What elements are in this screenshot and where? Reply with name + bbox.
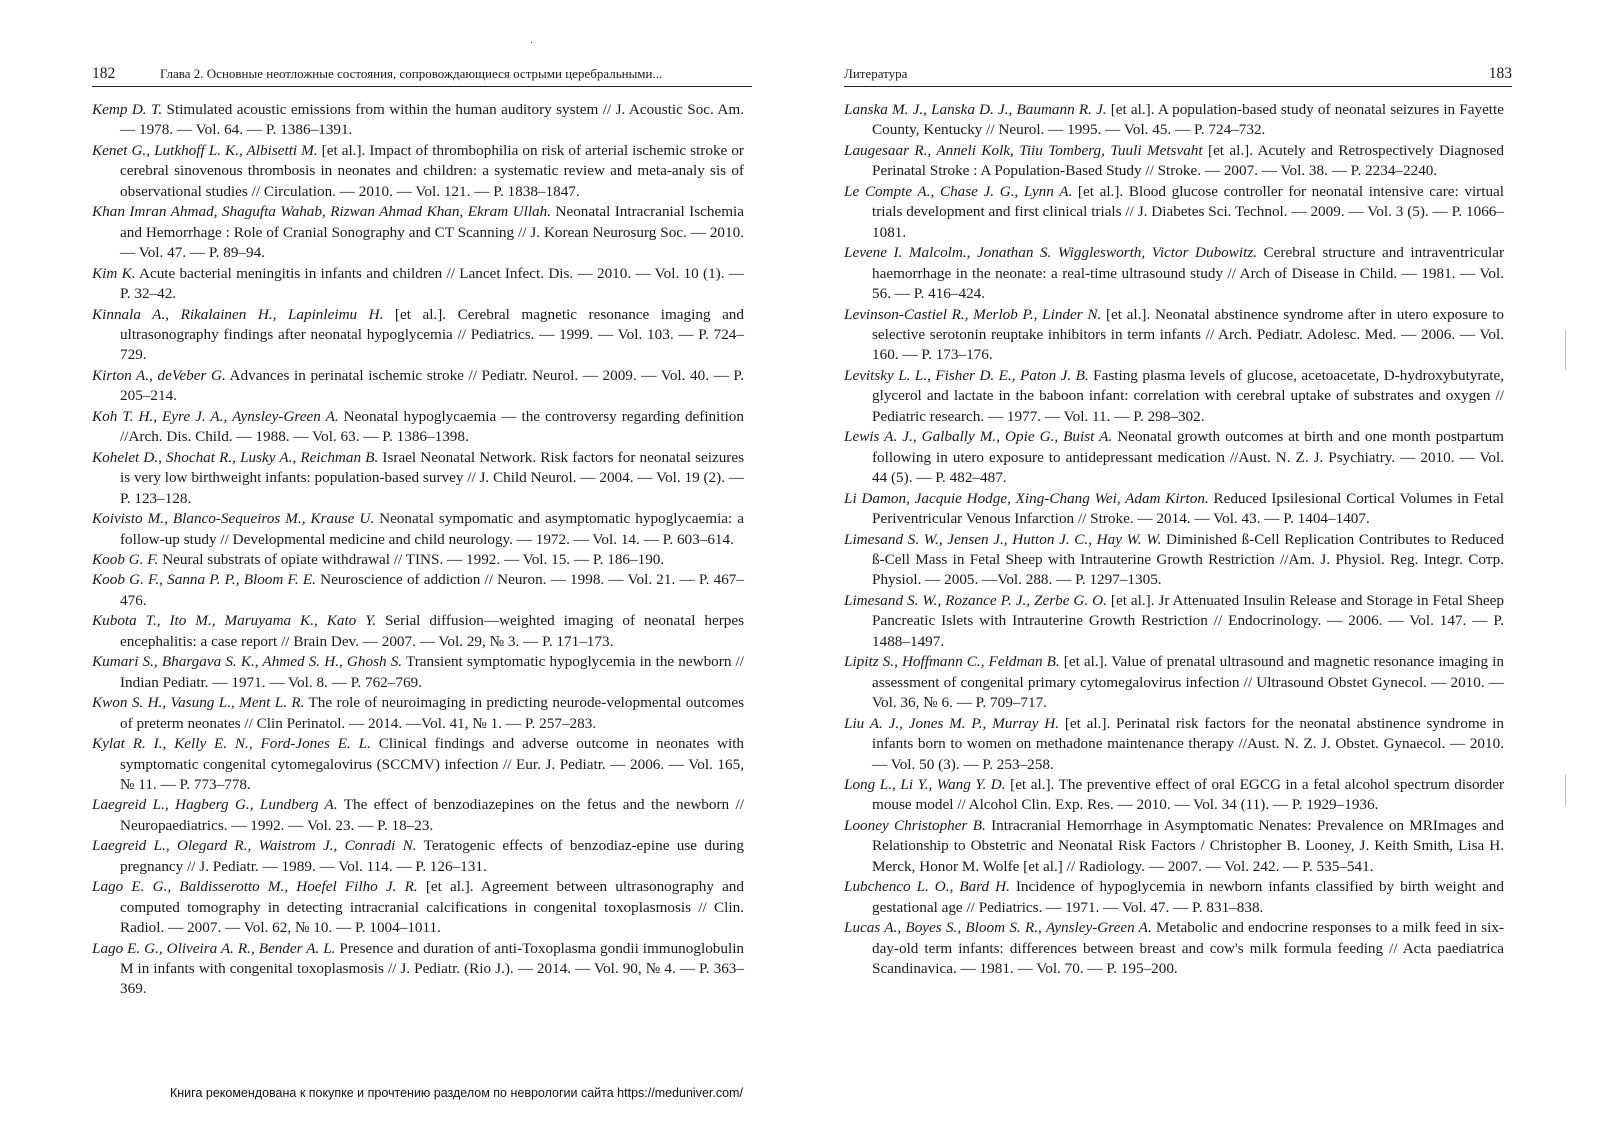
reference-details: The effect of benzodiazepines on the fetus and the newborn // Neuropaediatrics. — 1992. — Vol. 23. — P. 18–23. (120, 796, 744, 834)
reference-details: Acute bacterial meningitis in infants and children // Lancet Infect. Dis. — 2010. — Vol. 10 (1). — P. 32–42. (120, 264, 744, 303)
reference-details: [et al.]. Cerebral magnetic resonance imaging and ultrasonography findings after neonatal hypoglycemia // Pediatrics. — 1999. — Vol. 103. — P. 724–729. (120, 305, 744, 364)
reference-entry (92, 550, 744, 570)
reference-entry (92, 795, 744, 836)
reference-authors: Laegreid L., Hagberg G., Lundberg A. (92, 796, 338, 814)
reference-authors: Kim K. (92, 264, 136, 282)
reference-authors: Lucas A., Boyes S., Bloom S. R., Aynsley-Green A. (844, 919, 1152, 937)
reference-authors: Long L., Li Y., Wang Y. D. (844, 775, 1006, 793)
reference-entry (92, 100, 744, 141)
reference-list-left (92, 100, 744, 1000)
reference-details: Teratogenic effects of benzodiaz-epine use during pregnancy // J. Pediatr. — 1989. — Vol. 114. — P. 126–131. (120, 837, 744, 875)
reference-details: Metabolic and endocrine responses to a milk feed in six-day-old term infants: differences between breast and cow's milk formula feeding // Acta paediatrica Scandinavica. — 1981. — Vol. 70. — P. 195–200. (872, 919, 1504, 978)
reference-entry (844, 305, 1504, 366)
reference-details: [et al.]. Perinatal risk factors for the neonatal abstinence syndrome in infants born to women on methadone maintenance therapy //Aust. N. Z. J. Obstet. Gynaecol. — 2010. — Vol. 50 (3). — P. 253–258. (872, 714, 1504, 773)
reference-details: Reduced Ipsilesional Cortical Volumes in Fetal Periventricular Venous Infarction // Stroke. — 2014. — Vol. 43. — P. 1404–1407. (872, 489, 1504, 528)
page-number-left: 182 (92, 65, 116, 82)
reference-details: [et al.]. The preventive effect of oral EGCG in a fetal alcohol spectrum disorder mouse model // Alcohol Clin. Exp. Res. — 2010. — Vol. 34 (11). — P. 1929–1936. (872, 775, 1504, 814)
reference-authors: Kylat R. I., Kelly E. N., Ford-Jones E. L. (92, 735, 371, 753)
reference-authors: Lago E. G., Oliveira A. R., Bender A. L. (92, 939, 336, 957)
reference-entry (92, 652, 744, 693)
reference-authors: Kumari S., Bhargava S. K., Ahmed S. H., Ghosh S. (92, 653, 403, 671)
reference-entry (844, 816, 1504, 877)
reference-authors: Levinson-Castiel R., Merlob P., Linder N. (844, 305, 1102, 323)
reference-details: Neonatal hypoglycaemia — the controversy regarding definition //Arch. Dis. Child. — 1988. — Vol. 63. — P. 1386–1398. (120, 407, 744, 446)
reference-entry (92, 305, 744, 366)
reference-details: Neonatal Intracranial Ischemia and Hemorrhage : Role of Cranial Sonography and CT Scanning // J. Korean Neurosurg Soc. — 2010. — Vol. 47. — P. 89–94. (120, 203, 744, 262)
reference-details: [et al.]. Neonatal abstinence syndrome after in utero exposure to selective serotonin reuptake inhibitors in term infants // Arch. Pediatr. Adolesc. Med. — 2006. — Vol. 160. — P. 173–176. (872, 305, 1504, 364)
scan-speck (531, 42, 532, 43)
reference-entry (844, 366, 1504, 427)
reference-entry (92, 202, 744, 263)
reference-details: Stimulated acoustic emissions from within the human auditory system // J. Acoustic Soc. Am. — 1978. — Vol. 64. — P. 1386–1391. (120, 101, 744, 139)
reference-authors: Kubota T., Ito M., Maruyama K., Kato Y. (92, 612, 377, 630)
reference-entry (844, 182, 1504, 243)
reference-entry (92, 611, 744, 652)
reference-entry (844, 775, 1504, 816)
reference-list-right (844, 100, 1504, 979)
reference-details: [et al.]. Impact of thrombophilia on risk of arterial ischemic stroke or cerebral sinovenous thrombosis in neonates and children: a systematic review and meta-analy sis of observational studies // Circulation. — 2010. — Vol. 121. — P. 1838–1847. (120, 141, 744, 200)
reference-entry (92, 570, 744, 611)
reference-entry (92, 693, 744, 734)
right-page (800, 0, 1600, 1133)
reference-authors: Laugesaar R., Anneli Kolk, Tiiu Tomberg, Tuuli Metsvaht (844, 141, 1203, 159)
reference-authors: Limesand S. W., Jensen J., Hutton J. C., Hay W. W. (844, 530, 1162, 548)
reference-authors: Khan Imran Ahmad, Shagufta Wahab, Rizwan Ahmad Khan, Ekram Ullah. (92, 203, 552, 221)
reference-authors: Lipitz S., Hoffmann C., Feldman B. (844, 653, 1060, 671)
reference-entry (92, 448, 744, 509)
scan-speck (1565, 330, 1566, 370)
page-number-right: 183 (1488, 65, 1512, 82)
reference-details: Neonatal sympomatic and asymptomatic hypoglycaemia: a follow-up study // Developmental medicine and child neurology. — 1972. — Vol. 14. — P. 603–614. (120, 510, 744, 548)
reference-authors: Kemp D. T. (92, 101, 163, 118)
reference-authors: Looney Christopher B. (844, 816, 986, 834)
running-head-left (92, 62, 752, 87)
reference-entry (844, 427, 1504, 488)
reference-authors: Lubchenco L. O., Bard H. (844, 878, 1010, 896)
reference-entry (92, 141, 744, 202)
reference-entry (844, 877, 1504, 918)
reference-details: Clinical findings and adverse outcome in neonates with symptomatic congenital cytomegalovirus (SCCMV) infection // Eur. J. Pediatr. — 2006. — Vol. 165, № 11. — P. 773–778. (120, 735, 745, 793)
reference-details: [et al.]. A population-based study of neonatal seizures in Fayette County, Kentucky // Neurol. — 1995. — Vol. 45. — P. 724–732. (872, 101, 1504, 139)
reference-details: Serial diffusion—weighted imaging of neonatal herpes encephalitis: a case report // Brain Dev. — 2007. — Vol. 29, № 3. — P. 171–173. (120, 612, 744, 650)
reference-authors: Koh T. H., Eyre J. A., Aynsley-Green A. (92, 407, 339, 425)
reference-details: Advances in perinatal ischemic stroke // Pediatr. Neurol. — 2009. — Vol. 40. — P. 205–214. (120, 366, 744, 405)
reference-authors: Kirton A., deVeber G. (92, 366, 226, 384)
running-head-right (844, 62, 1512, 87)
reference-entry (844, 530, 1504, 591)
reference-authors: Koivisto M., Blanco-Sequeiros M., Krause U. (92, 510, 375, 528)
reference-authors: Lewis A. J., Galbally M., Opie G., Buist A. (844, 428, 1113, 446)
running-title-left: Глава 2. Основные неотложные состояния, сопровождающиеся острыми церебральными... (160, 66, 663, 81)
reference-details: The role of neuroimaging in predicting neurode-velopmental outcomes of preterm neonates // Clin Perinatol. — 2014. —Vol. 41, № 1. — P. 257–283. (120, 694, 744, 732)
scan-speck (1565, 775, 1566, 805)
reference-details: Transient symptomatic hypoglycemia in the newborn // Indian Pediatr. — 1971. — Vol. 8. — P. 762–769. (120, 653, 744, 691)
reference-authors: Koob G. F., Sanna P. P., Bloom F. E. (92, 571, 316, 589)
reference-entry (92, 734, 744, 795)
reference-authors: Kenet G., Lutkhoff L. K., Albisetti M. (92, 141, 318, 159)
reference-entry (844, 591, 1504, 652)
reference-details: [et al.]. Jr Attenuated Insulin Release and Storage in Fetal Sheep Pancreatic Islets with Intrauterine Growth Restriction // Endocrinology. — 2006. — Vol. 147. — P. 1488–1497. (872, 591, 1504, 650)
reference-entry (92, 939, 744, 1000)
reference-authors: Liu A. J., Jones M. P., Murray H. (844, 714, 1060, 732)
reference-entry (844, 918, 1504, 979)
reference-details: Presence and duration of anti-Toxoplasma gondii immunoglobulin M in infants with congenital toxoplasmosis // J. Pediatr. (Rio J.). — 2014. — Vol. 90, № 4. — P. 363–369. (120, 939, 745, 998)
reference-authors: Kwon S. H., Vasung L., Ment L. R. (92, 694, 305, 712)
reference-entry (844, 652, 1504, 713)
reference-entry (92, 366, 744, 407)
reference-authors: Li Damon, Jacquie Hodge, Xing-Chang Wei, Adam Kirton. (844, 489, 1209, 507)
reference-details: [et al.]. Value of prenatal ultrasound and magnetic resonance imaging in assessment of congenital primary cytomegalovirus infection // Ultrasound Obstet Gynecol. — 2010. — Vol. 36, № 6. — P. 709–717. (872, 653, 1504, 712)
reference-authors: Kinnala A., Rikalainen H., Lapinleimu H. (92, 305, 384, 323)
reference-details: Cerebral structure and intraventricular haemorrhage in the neonate: a real-time ultrasound study // Arch of Disease in Child. — 1981. — Vol. 56. — P. 416–424. (872, 244, 1504, 303)
reference-entry (844, 243, 1504, 304)
reference-authors: Limesand S. W., Rozance P. J., Zerbe G. O. (844, 591, 1107, 609)
reference-details: Neural substrats of opiate withdrawal // TINS. — 1992. — Vol. 15. — P. 186–190. (158, 550, 665, 568)
reference-entry (92, 407, 744, 448)
reference-entry (92, 264, 744, 305)
reference-authors: Levene I. Malcolm., Jonathan S. Wigglesworth, Victor Dubowitz. (844, 244, 1258, 262)
reference-entry (92, 509, 744, 550)
reference-details: [et al.]. Blood glucose controller for neonatal intensive care: virtual trials development and first clinical trials // J. Diabetes Sci. Technol. — 2009. — Vol. 3 (5). — P. 1066–1081. (872, 182, 1504, 241)
reference-details: Fasting plasma levels of glucose, acetoacetate, D-hydroxybutyrate, glycerol and lactate in the baboon infant: correlation with cerebral uptake of substrates and oxygen // Pediatric research. — 1977. — Vol. 11. — P. 298–302. (872, 366, 1504, 425)
reference-details: [et al.]. Agreement between ultrasonography and computed tomography in detecting intracranial calcifications in congenital toxoplasmosis // Clin. Radiol. — 2007. — Vol. 62, № 10. — P. 1004–1011. (120, 878, 744, 937)
reference-entry (92, 836, 744, 877)
reference-authors: Le Compte A., Chase J. G., Lynn A. (844, 182, 1073, 200)
reference-entry (844, 100, 1504, 141)
footer-note: Книга рекомендована к покупке и прочтению разделом по неврологии сайта https://meduniver.com/ (170, 1086, 743, 1100)
reference-details: Israel Neonatal Network. Risk factors for neonatal seizures is very low birthweight infants: population-based survey // J. Child Neurol. — 2004. — Vol. 19 (2). — P. 123–128. (120, 448, 744, 507)
reference-entry (844, 714, 1504, 775)
reference-entry (844, 141, 1504, 182)
reference-authors: Kohelet D., Shochat R., Lusky A., Reichman B. (92, 448, 379, 466)
reference-authors: Lago E. G., Baldisserotto M., Hoefel Filho J. R. (92, 878, 418, 896)
reference-authors: Levitsky L. L., Fisher D. E., Paton J. B. (844, 366, 1089, 384)
reference-authors: Koob G. F. (92, 550, 159, 568)
reference-entry (92, 877, 744, 938)
reference-details: Neuroscience of addiction // Neuron. — 1998. — Vol. 21. — P. 467–476. (120, 571, 744, 609)
reference-entry (844, 489, 1504, 530)
reference-authors: Lanska M. J., Lanska D. J., Baumann R. J. (844, 101, 1107, 118)
reference-details: Incidence of hypoglycemia in newborn infants classified by birth weight and gestational age // Pediatrics. — 1971. — Vol. 47. — P. 831–838. (872, 878, 1504, 916)
running-title-right: Литература (844, 66, 908, 81)
reference-details: [et al.]. Acutely and Retrospectively Diagnosed Perinatal Stroke : A Population-Based Study // Stroke. — 2007. — Vol. 38. — P. 2234–2240. (872, 141, 1504, 180)
reference-details: Intracranial Hemorrhage in Asymptomatic Nenates: Prevalence on MRImages and Relationship to Obstetric and Neonatal Risk Factors / Christopher B. Looney, J. Keith Smith, Lisa H. Merck, Honor M. Wolfe [et al.] // Radiology. — 2007. — Vol. 242. — P. 535–541. (872, 816, 1504, 875)
reference-details: Diminished ß-Cell Replication Contributes to Reduced ß-Cell Mass in Fetal Sheep with Intrauterine Growth Restriction //Am. J. Physiol. Reg. Integr. Сотр. Physiol. — 2005. —Vol. 288. — P. 1297–1305. (872, 530, 1504, 589)
reference-details: Neonatal growth outcomes at birth and one month postpartum following in utero exposure to antidepressant medication //Aust. N. Z. J. Psychiatry. — 2010. — Vol. 44 (5). — P. 482–487. (872, 428, 1504, 487)
reference-authors: Laegreid L., Olegard R., Waistrom J., Conradi N. (92, 837, 417, 855)
